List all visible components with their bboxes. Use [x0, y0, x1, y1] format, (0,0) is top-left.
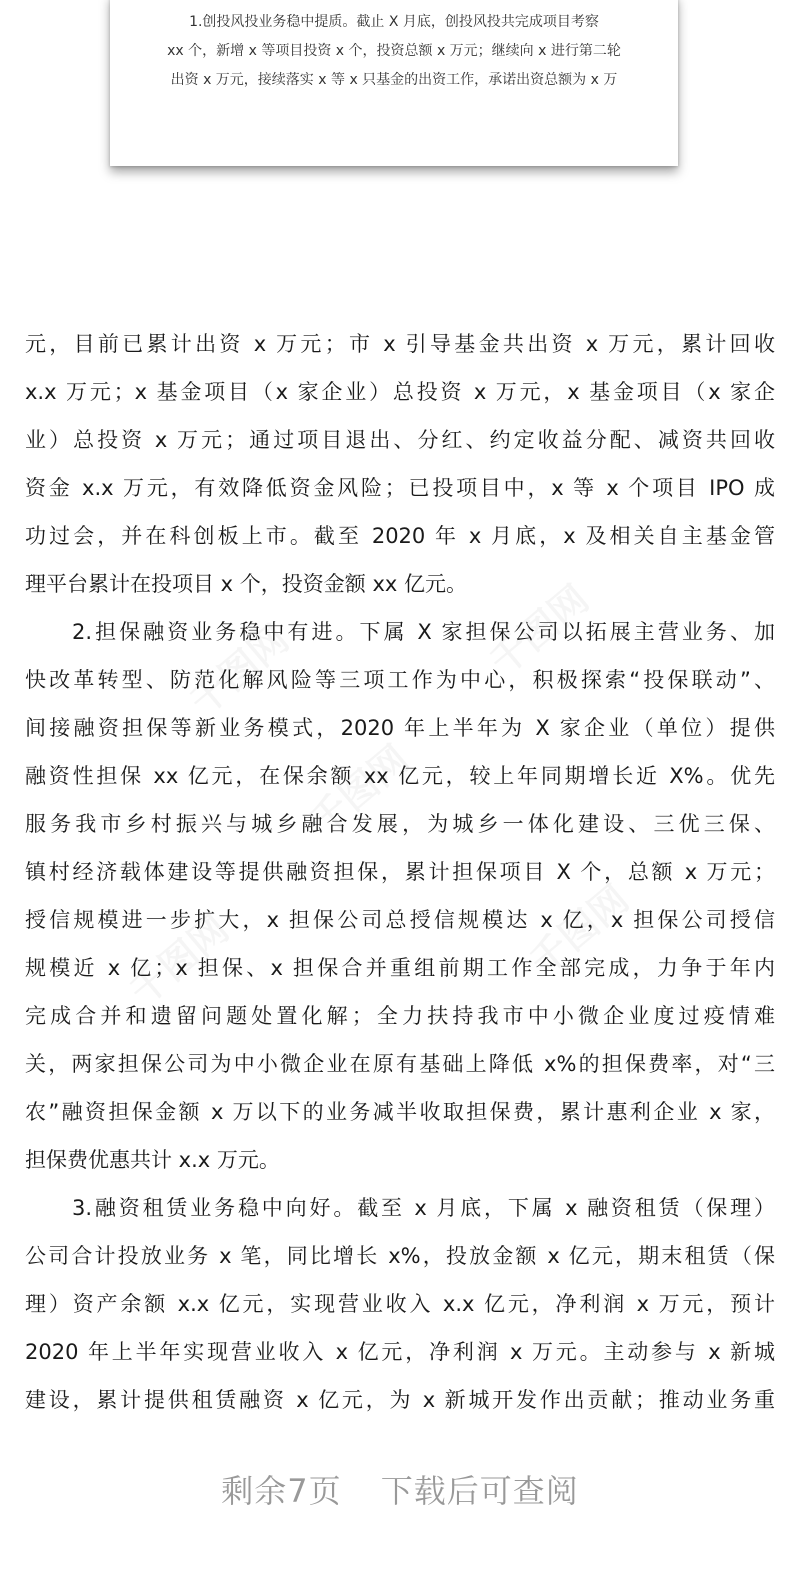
body-line: 间接融资担保等新业务模式，2020 年上半年为 X 家企业（单位）提供 [25, 716, 775, 740]
paragraph-heading-guarantee: 2.担保融资业务稳中有进。下属 X 家担保公司以拓展主营业务、加 [72, 620, 775, 644]
body-line: 快改革转型、防范化解风险等三项工作为中心，积极探索“投保联动”、 [25, 668, 775, 692]
preview-card [110, 0, 678, 166]
download-prompt[interactable] [0, 1466, 800, 1512]
download-to-view-label[interactable]: 下载后可查阅 [380, 1472, 579, 1510]
body-line: 规模近 x 亿；x 担保、x 担保合并重组前期工作全部完成，力争于年内 [25, 956, 775, 980]
preview-line: xx 个，新增 x 等项目投资 x 个，投资总额 x 万元；继续向 x 进行第二轮 [167, 43, 621, 59]
body-line: 元，目前已累计出资 x 万元；市 x 引导基金共出资 x 万元，累计回收 [25, 332, 775, 356]
paragraph-heading-leasing: 3.融资租赁业务稳中向好。截至 x 月底，下属 x 融资租赁（保理） [72, 1196, 775, 1220]
body-line: x.x 万元；x 基金项目（x 家企业）总投资 x 万元，x 基金项目（x 家企 [25, 380, 775, 404]
body-line: 服务我市乡村振兴与城乡融合发展，为城乡一体化建设、三优三保、 [25, 812, 775, 836]
body-line: 镇村经济载体建设等提供融资担保，累计担保项目 X 个，总额 x 万元； [25, 860, 775, 884]
body-line: 融资性担保 xx 亿元，在保余额 xx 亿元，较上年同期增长近 X%。优先 [25, 764, 775, 788]
body-line: 理）资产余额 x.x 亿元，实现营业收入 x.x 亿元，净利润 x 万元，预计 [25, 1292, 775, 1316]
body-line: 2020 年上半年实现营业收入 x 亿元，净利润 x 万元。主动参与 x 新城 [25, 1340, 775, 1364]
body-line: 关，两家担保公司为中小微企业在原有基础上降低 x%的担保费率，对“三 [25, 1052, 775, 1076]
body-line: 功过会，并在科创板上市。截至 2020 年 x 月底，x 及相关自主基金管 [25, 524, 775, 548]
body-line: 完成合并和遗留问题处置化解；全力扶持我市中小微企业度过疫情难 [25, 1004, 775, 1028]
body-line: 授信规模进一步扩大，x 担保公司总授信规模达 x 亿，x 担保公司授信 [25, 908, 775, 932]
preview-line: 1.创投风投业务稳中提质。截止 X 月底，创投风投共完成项目考察 [189, 14, 599, 30]
document-body [25, 320, 775, 1424]
body-line: 建设，累计提供租赁融资 x 亿元，为 x 新城开发作出贡献；推动业务重 [25, 1388, 775, 1412]
body-line: 理平台累计在投项目 x 个，投资金额 xx 亿元。 [25, 572, 467, 596]
body-line: 资金 x.x 万元，有效降低资金风险；已投项目中，x 等 x 个项目 IPO 成 [25, 476, 775, 500]
body-line: 农”融资担保金额 x 万以下的业务减半收取担保费，累计惠利企业 x 家， [25, 1100, 775, 1124]
body-line: 公司合计投放业务 x 笔，同比增长 x%，投放金额 x 亿元，期末租赁（保 [25, 1244, 775, 1268]
body-line: 担保费优惠共计 x.x 万元。 [25, 1148, 280, 1172]
preview-line: 出资 x 万元，接续落实 x 等 x 只基金的出资工作，承诺出资总额为 x 万 [170, 72, 618, 88]
body-line: 业）总投资 x 万元；通过项目退出、分红、约定收益分配、减资共回收 [25, 428, 775, 452]
remaining-pages-label[interactable]: 剩余7页 [221, 1472, 342, 1510]
